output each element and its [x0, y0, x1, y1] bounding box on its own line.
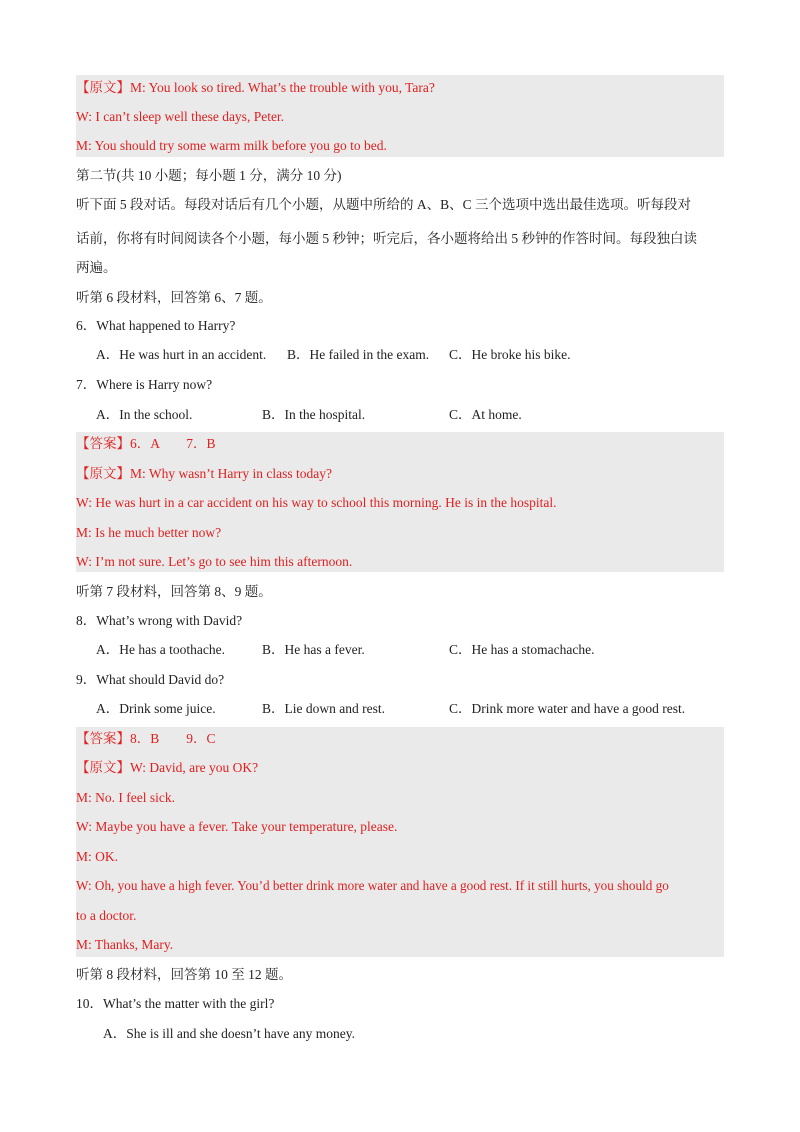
option-b: B．Lie down and rest.	[262, 701, 385, 716]
question-stem: 6．What happened to Harry?	[76, 318, 236, 333]
question-stem: 9．What should David do?	[76, 672, 225, 687]
instructions-line: 话前，你将有时间阅读各个小题，每小题 5 秒钟；听完后，各小题将给出 5 秒钟的作答时间。每段独白读	[76, 231, 697, 246]
answer-key: 【答案】6．A 7．B	[76, 436, 216, 451]
option-a: A．Drink some juice.	[96, 701, 216, 716]
transcript-line: W: Oh, you have a high fever. You’d better drink more water and have a good rest. If it still hurts, you should go	[76, 878, 669, 893]
option-c: C．Drink more water and have a good rest.	[449, 701, 686, 716]
transcript-line: 【原文】M: You look so tired. What’s the trouble with you, Tara?	[76, 80, 435, 95]
transcript-line: M: No. I feel sick.	[76, 790, 175, 805]
transcript-line: W: I’m not sure. Let’s go to see him this afternoon.	[76, 554, 353, 569]
option-a: A．She is ill and she doesn’t have any money.	[103, 1026, 355, 1041]
instructions-line: 听下面 5 段对话。每段对话后有几个小题，从题中所给的 A、B、C 三个选项中选出最佳选项。听每段对	[76, 197, 692, 212]
option-b: B．He failed in the exam.	[287, 347, 430, 362]
option-a: A．He was hurt in an accident.	[96, 347, 267, 362]
question-stem: 8．What’s wrong with David?	[76, 613, 243, 628]
option-a: A．In the school.	[96, 407, 193, 422]
question-stem: 10．What’s the matter with the girl?	[76, 996, 275, 1011]
instructions-line: 两遍。	[76, 260, 117, 275]
transcript-line: 【原文】W: David, are you OK?	[76, 760, 259, 775]
transcript-line: to a doctor.	[76, 908, 137, 923]
question-stem: 7．Where is Harry now?	[76, 377, 213, 392]
section-title: 第二节(共 10 小题；每小题 1 分，满分 10 分)	[76, 168, 342, 183]
transcript-line: M: Thanks, Mary.	[76, 937, 174, 952]
option-c: C．He has a stomachache.	[449, 642, 595, 657]
option-b: B．In the hospital.	[262, 407, 366, 422]
passage-intro: 听第 8 段材料，回答第 10 至 12 题。	[76, 967, 292, 982]
option-c: C．At home.	[449, 407, 522, 422]
transcript-line: W: He was hurt in a car accident on his way to school this morning. He is in the hospital.	[76, 495, 557, 510]
transcript-line: W: Maybe you have a fever. Take your temperature, please.	[76, 819, 398, 834]
option-a: A．He has a toothache.	[96, 642, 225, 657]
transcript-line: M: You should try some warm milk before you go to bed.	[76, 138, 387, 153]
transcript-line: 【原文】M: Why wasn’t Harry in class today?	[76, 466, 332, 481]
option-b: B．He has a fever.	[262, 642, 365, 657]
option-c: C．He broke his bike.	[449, 347, 571, 362]
passage-intro: 听第 6 段材料，回答第 6、7 题。	[76, 290, 272, 305]
transcript-line: M: OK.	[76, 849, 119, 864]
passage-intro: 听第 7 段材料，回答第 8、9 题。	[76, 584, 272, 599]
transcript-line: W: I can’t sleep well these days, Peter.	[76, 109, 285, 124]
transcript-line: M: Is he much better now?	[76, 525, 222, 540]
answer-key: 【答案】8．B 9．C	[76, 731, 216, 746]
